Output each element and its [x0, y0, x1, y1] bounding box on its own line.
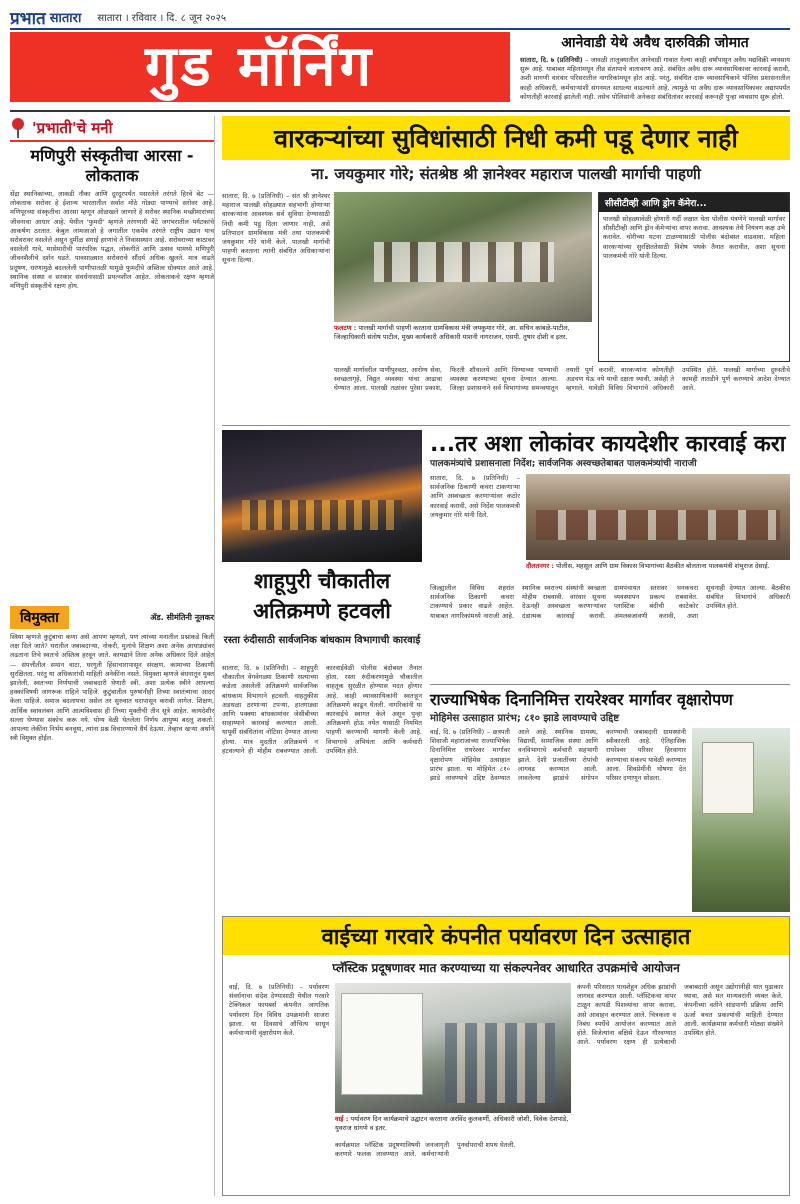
story2-meeting-photo	[526, 474, 790, 560]
brand-logo: प्रभात	[10, 8, 46, 29]
left-article-body: सेंद्रा स्थानिकांच्या, लाकडी नौका आणि दूरदूरपर्यंत पसरलेले तरंगते हिरवे बेट — लोकताक सरोवर हे ईशान्य भारतातील सर्वात मोठे गोड्या पाण्याचे सरोवर आहे. मणिपूरच्या संस्कृतीचा आरसा म्हणून ओळखले जाणारे हे सरोवर स्थानिक मच्छीमारांच्या जीवनाचा आधार आहे. येथील 'फुमदी' म्हणजे तरंगणारी बेटे जगभरातील पर्यटकांचे आकर्षण ठरतात. केबुल लामजाओ हे जगातील एकमेव तरंगते राष्ट्रीय उद्यान याच सरोवरावर वसलेले असून दुर्मीळ संगाई हरणांचे ते निवासस्थान आहे. सरोवराच्या काठावर वसलेली गावे, मासेमारीची पारंपरिक पद्धत, लोकगीते आणि उत्सव यामध्ये मणिपुरी जीवनशैलीचे दर्शन घडते. पावसाळ्यात सरोवराचे सौंदर्य अधिक खुलते. मात्र वाढते प्रदूषण, धरणामुळे बदललेली पाणीपातळी यामुळे फुमदींचे अस्तित्व धोक्यात आले आहे. स्थानिक संस्था व सरकार संवर्धनासाठी प्रयत्नशील आहेत. लोकताकचे रक्षण म्हणजे मणिपुरी संस्कृतीचे रक्षण होय.	[10, 190, 214, 291]
story4-headline: राज्याभिषेक दिनानिमित्त रायरेश्वर मार्गावर वृक्षारोपण	[430, 690, 733, 709]
masthead-banner	[10, 32, 510, 102]
story5-photo	[335, 983, 571, 1113]
story5-subheadline: प्लॅस्टिक प्रदूषणावर मात करण्याच्या या संकल्पनेवर आधारित उपक्रमांचे आयोजन	[332, 961, 680, 975]
vimukta-badge: विमुक्ता	[10, 606, 69, 629]
left-column	[10, 116, 215, 1196]
story5-box	[222, 916, 790, 1196]
traffic-night-photo	[222, 430, 422, 562]
story1-lead-column: सातारा, दि. ७ (प्रतिनिधी) – संत श्री ज्ञानेश्वर महाराज पालखी सोहळ्यात सहभागी होणाऱ्या वारकऱ्यांना आवश्यक सर्व सुविधा देण्यासाठी निधी कमी पडू दिला जाणार नाही, असे प्रतिपादन ग्रामविकास मंत्री तथा पालकमंत्री जयकुमार गोरे यांनी केले. पालखी मार्गाची पाहणी करताना त्यांनी संबंधित अधिकाऱ्यांना सूचना दिल्या.	[222, 192, 330, 265]
cctv-sidebar	[598, 192, 790, 362]
top-right-headline: आनेवाडी येथे अवैध दारुविक्री जोमात	[561, 35, 749, 51]
pushpin-icon	[10, 118, 26, 138]
story5-caption-text: पर्यावरण दिन कार्यक्रमाचे उद्घाटन करताना अरविंद कुलकर्णी, अधिकारी जोशी, विवेक देशपांडे, युवराज धांगणे व इतर.	[335, 1115, 569, 1132]
brand-city: सातारा	[49, 11, 82, 26]
story3-body: सातारा, दि. ७ (प्रतिनिधी) – शाहूपुरी चौकातील वेगवेगळ्या ठिकाणी रस्त्याच्या कडेला असलेली अतिक्रमणे सार्वजनिक बांधकाम विभागाने हटवली. वाहतुकीस अडथळा ठरणाऱ्या टपऱ्या, हातगाड्या आणि पक्क्या बांधकामांवर जेसीबीच्या साहाय्याने कारवाई करण्यात आली. यापूर्वी संबंधितांना नोटिसा देण्यात आल्या होत्या. मात्र मुदतीत अतिक्रमणे न हटवल्याने ही मोहीम राबवण्यात आली. कारवाईवेळी पोलीस बंदोबस्त तैनात होता. रस्ता रुंदीकरणामुळे चौकातील वाहतूक सुरळीत होण्यास मदत होणार आहे. काही व्यावसायिकांनी स्वतःहून अतिक्रमणे काढून घेतली. नागरिकांनी या कारवाईचे स्वागत केले असून पुन्हा अतिक्रमणे होऊ नयेत यासाठी नियमित पाहणी करण्याची मागणी केली आहे. विभागाचे अभियंता आणि कर्मचारी उपस्थित होते.	[222, 664, 422, 755]
cctv-body: पालखी सोहळ्यावेळी होणारी गर्दी लक्षात घेता पोलीस यंत्रणेने पालखी मार्गावर सीसीटीव्ही आणि ड्रोन कॅमेऱ्यांचा वापर करावा. आवश्यक तेथे नियंत्रण कक्ष उभे करावेत. चोरीच्या घटना टाळण्यासाठी पोलीस बंदोबस्त वाढवावा. महिला वारकऱ्यांच्या सुरक्षिततेसाठी विशेष पथके तैनात करावीत, अशा सूचना पालकमंत्री गोरे यांनी दिल्या.	[603, 215, 785, 260]
column-title: 'प्रभाती'चे मनी	[32, 119, 113, 137]
story1-headline: वारकऱ्यांच्या सुविधांसाठी निधी कमी पडू देणार नाही	[274, 124, 738, 153]
issue-date-line: सातारा । रविवार । दि. ८ जून २०२५	[97, 13, 227, 24]
headline-banner-1	[222, 116, 790, 160]
story5-caption-lead: वाई :	[335, 1115, 349, 1123]
story1-photo	[334, 192, 592, 322]
story2-caption-text: पोलीस, महसूल आणि ग्राम विकास विभागांच्या बैठकीत बोलताना पालकमंत्री शंभुराज देसाई.	[556, 562, 770, 570]
story3-kicker: रस्ता रुंदीसाठी सार्वजनिक बांधकाम विभागाची कारवाई	[223, 635, 421, 646]
story5-body: कंपनी परिसरात पाचशेहून अधिक झाडांची लागवड करण्यात आली. प्लॅस्टिकचा वापर टाळून कापडी पिशव्यांचा वापर करावा, असे आवाहन करण्यात आले. चित्रकला व निबंध स्पर्धेचे आयोजन करण्यात आले होते. विजेत्यांना बक्षिसे देऊन गौरवण्यात आले. पर्यावरण रक्षण ही प्रत्येकाची जबाबदारी असून उद्योगांनीही यात पुढाकार घ्यावा, असे मत मान्यवरांनी व्यक्त केले. कंपनीच्या वतीने सांडपाणी प्रक्रिया आणि ऊर्जा बचत प्रकल्पांची माहिती देण्यात आली. कार्यक्रमास कर्मचारी मोठ्या संख्येने उपस्थित होते.	[577, 983, 783, 1047]
story1-caption	[334, 324, 592, 341]
story5-lead-column: वाई, दि. ७ (प्रतिनिधी) – पर्यावरण संवर्धनाचा संदेश देण्यासाठी येथील गरवारे टेक्निकल फायबर्स कंपनीत जागतिक पर्यावरण दिन विविध उपक्रमांनी साजरा झाला. या दिवसाचे औचित्य साधून कर्मचाऱ्यांनी वृक्षारोपण केले.	[229, 983, 329, 1038]
top-right-text: – जावळी तालुक्यातील आनेवाडी गावात गेल्या काही वर्षांपासून अवैध मद्यविक्री व्यवसाय सुरू आहे. याबाबत महिलांमधून तीव्र संतापाचे वातावरण आहे. संबंधित अवैध दारू व्यावसायिकावर कारवाई करावी, अशी मागणी वारंवार परिसरातील नागरिकांमधून होत आहे. परंतु, संबंधित दारू व्यावसायिकाने पोलिस प्रशासनातील काही अधिकारी, कर्मचाऱ्यांशी संगनमत साधल्या वाढल्याने आहे. त्यामुळे या अवैध दारू व्यावसायिकावर अद्यापपर्यंत कोणतीही कारवाई झालेली नाही. तसेच पोलिसांनी अनेकदा संबंधितांवर कारवाई करूनही पुन्हा व्यवसाय सुरू होतो.	[520, 56, 790, 101]
vimukta-author: ॲड. सीमंतिनी नूलकर	[150, 613, 214, 622]
vimukta-header	[10, 606, 214, 629]
story3-headline: शाहूपुरी चौकातील अतिक्रमणे हटवली	[253, 569, 391, 623]
story2-headline: ...तर अशा लोकांवर कायदेशीर कारवाई करा	[430, 432, 786, 457]
divider	[430, 684, 790, 685]
cctv-title: सीसीटीव्ही आणि ड्रोन कॅमेरा...	[599, 193, 789, 212]
divider	[222, 425, 790, 426]
story1-caption-text: पालखी मार्गाची पाहणी करताना ग्रामविकास मंत्री जयकुमार गोरे, आ. सचिन कांबळे-पाटील, जिल्हाधिकारी संतोष पाटील, मुख्य कार्यकारी अधिकारी याशनी नागराजन, एसपी. तुषार दोशी व इतर.	[334, 324, 570, 341]
tree-plantation-photo	[692, 728, 790, 912]
story1-body: पालखी मार्गावरील पाणीपुरवठा, आरोग्य सेवा, स्वच्छतागृहे, विद्युत व्यवस्था यांचा आढावा घेण्यात आला. पालखी तळांवर पुरेसा प्रकाश, फिरती शौचालये आणि पिण्याच्या पाण्याची व्यवस्था करण्याच्या सूचना देण्यात आल्या. जिल्हा प्रशासनाने सर्व विभागांच्या समन्वयातून तयारी पूर्ण करावी, वारकऱ्यांना कोणतीही अडचण येऊ नये याची दक्षता घ्यावी, असेही ते म्हणाले. यावेळी विविध विभागांचे अधिकारी उपस्थित होते. पालखी मार्गाच्या दुरुस्तीचे कामही तातडीने पूर्ण करण्याचे आदेश देण्यात आले.	[334, 366, 790, 393]
top-strip	[10, 6, 790, 28]
headline-banner-5	[223, 917, 789, 955]
story2-lead-column: सातारा, दि. ७ (प्रतिनिधी) – सार्वजनिक ठिकाणी कचरा टाकणाऱ्या आणि अस्वच्छता करणाऱ्यांवर कठोर कारवाई करावी, असे निर्देश पालकमंत्री जयकुमार गोरे यांनी दिले.	[430, 474, 520, 519]
masthead-title: गुड मॉर्निंग	[144, 34, 376, 99]
column-banner	[10, 116, 214, 142]
story1-caption-lead: फलटण :	[334, 324, 357, 332]
story1-subheadline: ना. जयकुमार गोरे; संतश्रेष्ठ श्री ज्ञानेश्वर महाराज पालखी मार्गाची पाहणी	[311, 165, 701, 183]
story2-caption-lead: दौलतनगर :	[526, 562, 555, 570]
story5-mid-body: कार्यक्रमात प्लॅस्टिक प्रदूषणाविषयी जनजागृती करणारे फलक लावण्यात आले. कर्मचाऱ्यांनी पुनर्वापराची शपथ घेतली.	[335, 1141, 516, 1159]
story4-subheadline: मोहिमेस उत्साहात प्रारंभ; ८१० झाडे लावण्याचे उद्दिष्ट	[430, 713, 620, 724]
masthead-rule	[10, 110, 790, 112]
top-right-byline: सातारा, दि. ७ (प्रतिनिधी)	[520, 56, 583, 64]
story2-body: जिल्ह्यातील विविध शहरांत सार्वजनिक ठिकाणी कचरा टाकण्याचे प्रकार वाढले आहेत. याबाबत नागरिकांमध्ये नाराजी आहे. स्थानिक स्वराज्य संस्थांनी स्वच्छता मोहीम राबवावी. वारंवार सूचना देऊनही अस्वच्छता करणाऱ्यांवर दंडात्मक कारवाई करावी. ग्रामपंचायत स्तरावर घनकचरा व्यवस्थापन प्रकल्प राबवावेत. प्लास्टिक बंदीची काटेकोर अंमलबजावणी करावी, अशा सूचनाही देण्यात आल्या. बैठकीस संबंधित विभागांचे अधिकारी उपस्थित होते.	[430, 584, 790, 620]
top-right-body	[520, 56, 790, 108]
story2-subheadline: पालकमंत्र्यांचे प्रशासनाला निर्देश; सार्वजनिक अस्वच्छतेबाबत पालकमंत्र्यांची नाराजी	[430, 459, 697, 469]
story5-caption	[335, 1115, 571, 1132]
story2-caption	[526, 562, 790, 571]
vimukta-body: स्त्रिया म्हणजे कुटुंबाचा कणा असे आपण म्हणतो, पण त्यांच्या मनातील प्रश्नांकडे किती लक्ष दिले जाते? घरातील जबाबदाऱ्या, नोकरी, मुलांचे शिक्षण अशा अनेक आघाड्यांवर लढताना तिचे स्वतःचे अस्तित्व हरवून जाते. कायद्याने तिला अनेक अधिकार दिले आहेत — संपत्तीतील समान वाटा, घरगुती हिंसाचारापासून संरक्षण, कामाच्या ठिकाणी सुरक्षितता. परंतु या अधिकारांची माहिती अनेकींना नसते. विमुक्ता म्हणजे बंधनातून मुक्त झालेली, स्वतःच्या निर्णयाची जबाबदारी घेणारी स्त्री. अशा प्रत्येक स्त्रीने आपल्या हक्कांविषयी जागरूक राहिले पाहिजे. कुटुंबातील पुरुषांनीही तिच्या स्वातंत्र्याचा आदर केला पाहिजे. समाज बदलायचा असेल तर सुरुवात घरापासून करावी लागेल. शिक्षण, आर्थिक स्वावलंबन आणि आत्मविश्वास ही तिच्या मुक्तीची तीन सूत्रे आहेत. कायदेशीर सल्ला घेण्यास संकोच करू नये. योग्य वेळी घेतलेला निर्णय आयुष्य बदलू शकतो. आपल्या लेकींना निर्भय बनवूया, त्यांना प्रश्न विचारण्याचे धैर्य देऊया. तेव्हाच खऱ्या अर्थाने स्त्री विमुक्त होईल.	[10, 633, 214, 743]
story4-body: वाई, दि. ७ (प्रतिनिधी) – छत्रपती शिवाजी महाराजांच्या राज्याभिषेक दिनानिमित्त रायरेश्वर मार्गावर वृक्षारोपण मोहिमेस उत्साहात प्रारंभ झाला. या मोहिमेत ८१० झाडे लावण्याचे उद्दिष्ट ठेवण्यात आले आहे. स्थानिक ग्रामस्थ, विद्यार्थी, सामाजिक संस्था आणि वनविभागाचे कर्मचारी सहभागी झाले. देशी प्रजातींच्या रोपांची लागवड करण्यात आली. लावलेल्या झाडांचे संगोपन करण्याची जबाबदारी ग्रामस्थांनी स्वीकारली आहे. ऐतिहासिक रायरेश्वर परिसर हिरवागार करण्याचा संकल्प यावेळी करण्यात आला. शिवप्रेमींनी घोषणा देत परिसर दणाणून सोडला.	[430, 728, 686, 783]
left-headline: मणिपुरी संस्कृतीचा आरसा - लोकताक	[30, 146, 194, 185]
story5-headline: वाईच्या गरवारे कंपनीत पर्यावरण दिन उत्साहात	[321, 925, 691, 950]
top-rule	[10, 28, 790, 30]
